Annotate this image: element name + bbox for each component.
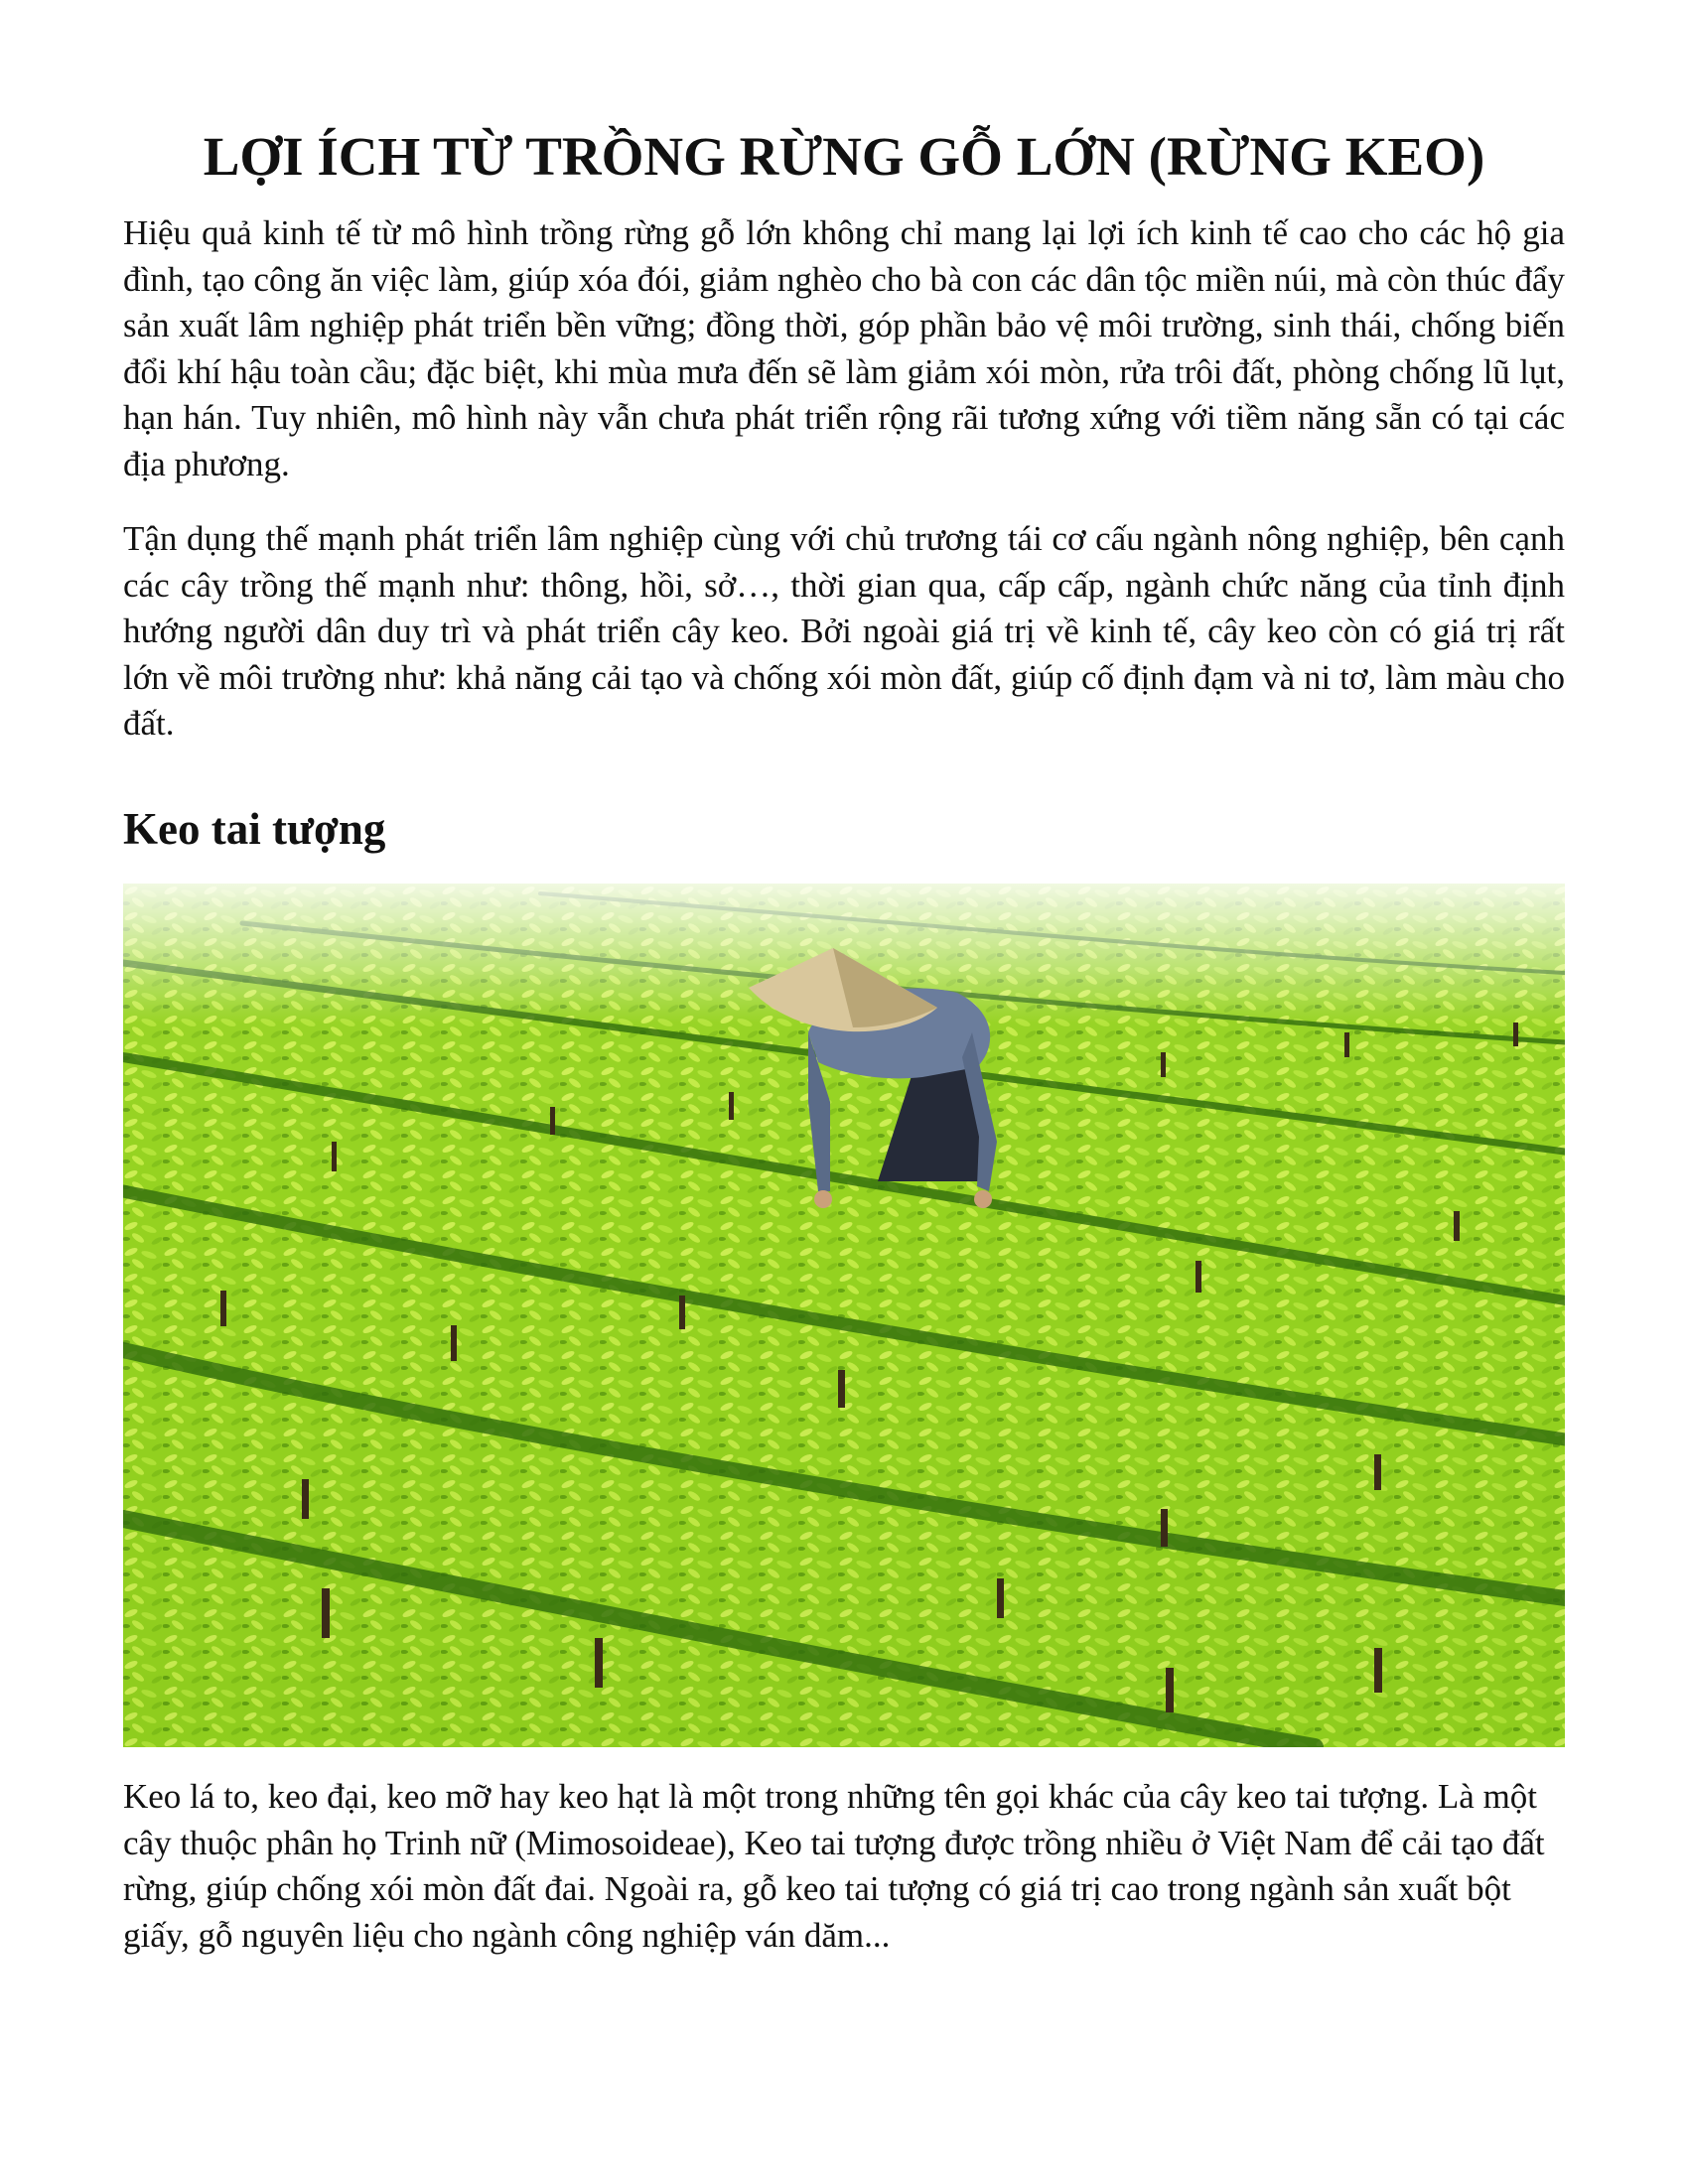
keo-description-paragraph: Keo lá to, keo đại, keo mỡ hay keo hạt là một trong những tên gọi khác của cây keo tai tượng. Là một cây thuộc phân họ Trinh nữ (Mimosoideae), Keo tai tượng được trồng nhiều ở Việt Nam để cải tạo đất rừng, giúp chống xói mòn đất đai. Ngoài ra, gỗ keo tai tượng có giá trị cao trong ngành sản xuất bột giấy, gỗ nguyên liệu cho ngành công nghiệp ván dăm... (123, 1777, 1545, 1955)
document-title: LỢI ÍCH TỪ TRỒNG RỪNG GỖ LỚN (RỪNG KEO) (203, 126, 1485, 187)
intro-paragraph: Hiệu quả kinh tế từ mô hình trồng rừng gỗ lớn không chỉ mang lại lợi ích kinh tế cao cho các hộ gia đình, tạo công ăn việc làm, giúp xóa đói, giảm nghèo cho bà con các dân tộc miền núi, mà còn thúc đẩy sản xuất lâm nghiệp phát triển bền vững; đồng thời, góp phần bảo vệ môi trường, sinh thái, chống biến đổi khí hậu toàn cầu; đặc biệt, khi mùa mưa đến sẽ làm giảm xói mòn, rửa trôi đất, phòng chống lũ lụt, hạn hán. Tuy nhiên, mô hình này vẫn chưa phát triển rộng rãi tương xứng với tiềm năng sẵn có tại các địa phương. (123, 213, 1565, 483)
acacia-nursery-photo (123, 884, 1565, 1747)
section-heading: Keo tai tượng (123, 804, 386, 854)
second-paragraph: Tận dụng thế mạnh phát triển lâm nghiệp cùng với chủ trương tái cơ cấu ngành nông nghiệp, bên cạnh các cây trồng thế mạnh như: thông, hồi, sở…, thời gian qua, cấp cấp, ngành chức năng của tỉnh định hướng người dân duy trì và phát triển cây keo. Bởi ngoài giá trị về kinh tế, cây keo còn có giá trị rất lớn về môi trường như: khả năng cải tạo và chống xói mòn đất, giúp cố định đạm và ni tơ, làm màu cho đất. (123, 519, 1565, 743)
